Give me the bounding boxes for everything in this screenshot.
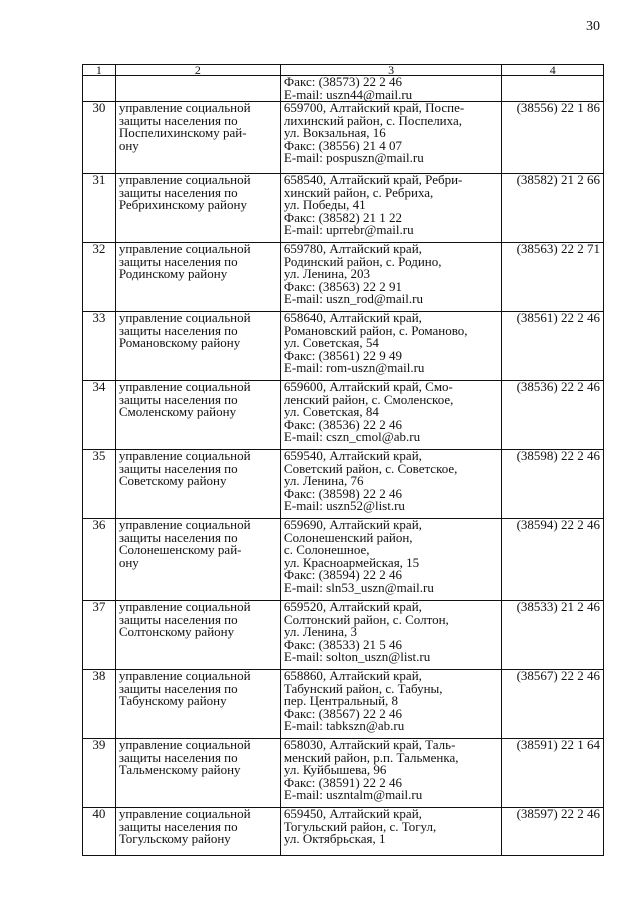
row-number: 37	[83, 601, 116, 670]
row-number: 33	[83, 312, 116, 381]
office-address: 659700, Алтайский край, Поспе- лихинский район, с. Поспелиха, ул. Вокзальная, 16 Факс: (38556) 21 4 07 E-mail: pospuszn@mail.ru	[280, 102, 502, 174]
office-phone: (38598) 22 2 46	[502, 450, 604, 519]
office-address: 658860, Алтайский край, Табунский район, с. Табуны, пер. Центральный, 8 Факс: (38567) 22 2 46 E-mail: tabkszn@ab.ru	[280, 670, 502, 739]
office-name: управление социальной защиты населения по Романовскому району	[115, 312, 280, 381]
office-phone: (38567) 22 2 46	[502, 670, 604, 739]
table-row	[83, 519, 604, 601]
table-row	[83, 243, 604, 312]
office-name: управление социальной защиты населения по Смоленскому району	[115, 381, 280, 450]
office-address: 659520, Алтайский край, Солтонский район, с. Солтон, ул. Ленина, 3 Факс: (38533) 21 5 46 E-mail: solton_uszn@list.ru	[280, 601, 502, 670]
table-row	[83, 381, 604, 450]
continued-address-cell: Факс: (38573) 22 2 46 E-mail: uszn44@mail.ru	[280, 76, 502, 102]
table-row	[83, 601, 604, 670]
row-number: 34	[83, 381, 116, 450]
column-number-row	[83, 65, 604, 76]
row-number: 38	[83, 670, 116, 739]
office-address: 659540, Алтайский край, Советский район, с. Советское, ул. Ленина, 76 Факс: (38598) 22 2 46 E-mail: uszn52@list.ru	[280, 450, 502, 519]
office-phone: (38597) 22 2 46	[502, 808, 604, 856]
row-number: 39	[83, 739, 116, 808]
row-number: 40	[83, 808, 116, 856]
row-number: 32	[83, 243, 116, 312]
table-row	[83, 312, 604, 381]
office-phone: (38556) 22 1 86	[502, 102, 604, 174]
office-name: управление социальной защиты населения по Солонешенскому рай- ону	[115, 519, 280, 601]
offices-table	[82, 64, 604, 856]
column-number: 2	[115, 65, 280, 76]
office-name: управление социальной защиты населения по Родинскому району	[115, 243, 280, 312]
office-address: 659690, Алтайский край, Солонешенский район, с. Солонешное, ул. Красноармейская, 15 Факс: (38594) 22 2 46 E-mail: sln53_uszn@mail.ru	[280, 519, 502, 601]
row-number: 36	[83, 519, 116, 601]
column-number: 3	[280, 65, 502, 76]
office-phone: (38561) 22 2 46	[502, 312, 604, 381]
office-address: 658640, Алтайский край, Романовский район, с. Романово, ул. Советская, 54 Факс: (38561) 22 9 49 E-mail: rom-uszn@mail.ru	[280, 312, 502, 381]
table-row	[83, 808, 604, 856]
continuation-row	[83, 76, 604, 102]
office-name: управление социальной защиты населения по Солтонскому району	[115, 601, 280, 670]
column-number: 1	[83, 65, 116, 76]
row-number: 31	[83, 174, 116, 243]
table-row	[83, 174, 604, 243]
office-phone: (38536) 22 2 46	[502, 381, 604, 450]
page-number: 30	[586, 19, 600, 34]
office-address: 659600, Алтайский край, Смо- ленский район, с. Смоленское, ул. Советская, 84 Факс: (38536) 22 2 46 E-mail: cszn_cmol@ab.ru	[280, 381, 502, 450]
office-address: 658030, Алтайский край, Таль- менский район, р.п. Тальменка, ул. Куйбышева, 96 Факс: (38591) 22 2 46 E-mail: uszntalm@mail.ru	[280, 739, 502, 808]
office-phone: (38582) 21 2 66	[502, 174, 604, 243]
table-row	[83, 102, 604, 174]
row-number: 35	[83, 450, 116, 519]
table-row	[83, 739, 604, 808]
office-phone: (38533) 21 2 46	[502, 601, 604, 670]
office-name: управление социальной защиты населения по Табунскому району	[115, 670, 280, 739]
office-name: управление социальной защиты населения по Советскому району	[115, 450, 280, 519]
office-address: 658540, Алтайский край, Ребри- хинский район, с. Ребриха, ул. Победы, 41 Факс: (38582) 21 1 22 E-mail: uprrebr@mail.ru	[280, 174, 502, 243]
office-address: 659450, Алтайский край, Тогульский район, с. Тогул, ул. Октябрьская, 1	[280, 808, 502, 856]
office-phone: (38563) 22 2 71	[502, 243, 604, 312]
row-number: 30	[83, 102, 116, 174]
table-row	[83, 670, 604, 739]
table-row	[83, 450, 604, 519]
column-number: 4	[502, 65, 604, 76]
office-name: управление социальной защиты населения по Поспелихинскому рай- ону	[115, 102, 280, 174]
office-name: управление социальной защиты населения по Тогульскому району	[115, 808, 280, 856]
office-phone: (38594) 22 2 46	[502, 519, 604, 601]
office-name: управление социальной защиты населения по Тальменскому району	[115, 739, 280, 808]
office-address: 659780, Алтайский край, Родинский район, с. Родино, ул. Ленина, 203 Факс: (38563) 22 2 91 E-mail: uszn_rod@mail.ru	[280, 243, 502, 312]
office-name: управление социальной защиты населения по Ребрихинскому району	[115, 174, 280, 243]
office-phone: (38591) 22 1 64	[502, 739, 604, 808]
